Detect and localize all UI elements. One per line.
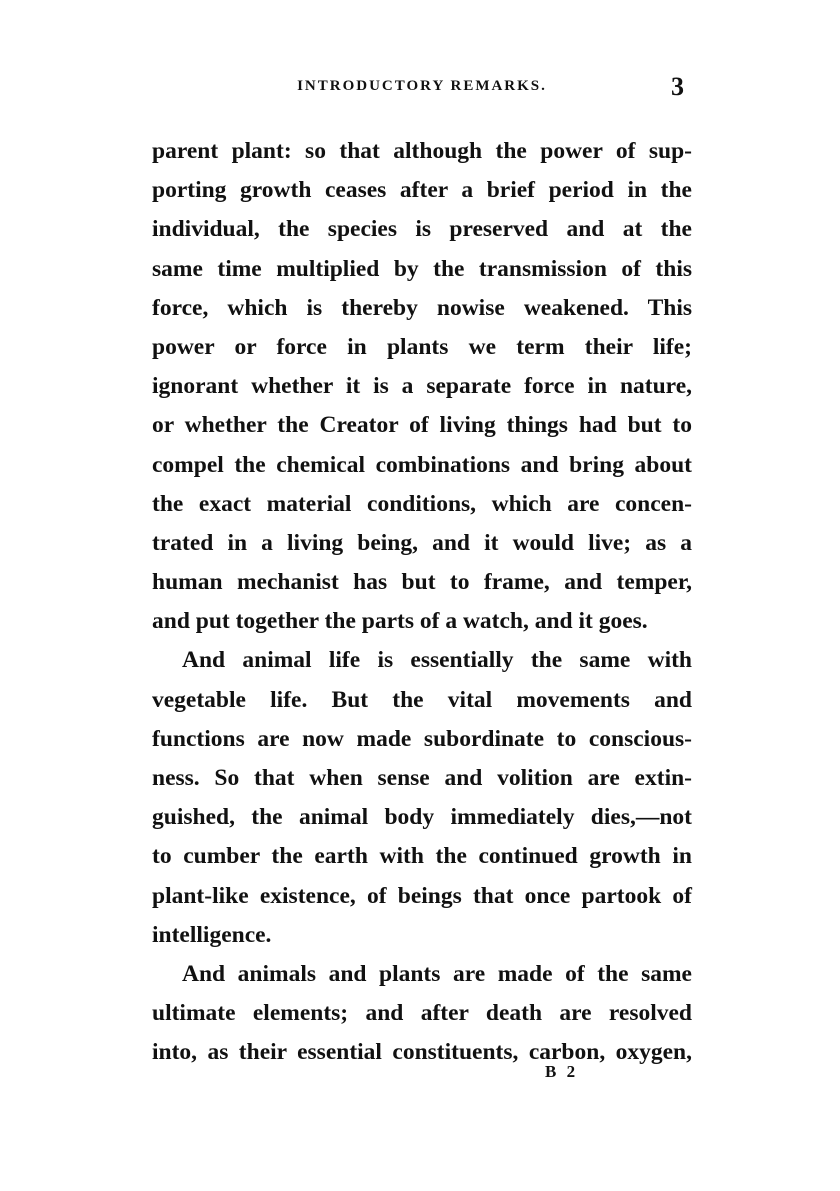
text-line: intelligence. xyxy=(152,921,272,948)
text-line: trated in a living being, and it would live; as a xyxy=(152,529,692,556)
text-line: human mechanist has but to frame, and temper, xyxy=(152,569,692,596)
text-line: And animal life is essentially the same with xyxy=(182,647,692,674)
running-head xyxy=(152,72,692,102)
text-line: individual, the species is preserved and at the xyxy=(152,216,692,243)
text-line: power or force in plants we term their life; xyxy=(152,333,692,360)
text-line: parent plant: so that although the power of sup- xyxy=(152,138,692,164)
text-line: force, which is thereby nowise weakened. This xyxy=(152,294,692,321)
text-line: functions are now made subordinate to conscious- xyxy=(152,725,692,752)
text-line: ultimate elements; and after death are resolved xyxy=(152,1000,692,1027)
text-line: ness. So that when sense and volition are extin- xyxy=(152,765,692,791)
text-line: vegetable life. But the vital movements and xyxy=(152,686,692,713)
text-line: the exact material conditions, which are concen- xyxy=(152,490,692,517)
text-line: compel the chemical combinations and bring about xyxy=(152,451,692,478)
text-line: plant-like existence, of beings that once partook of xyxy=(152,882,692,909)
page-number: 3 xyxy=(671,72,684,101)
text-line: and put together the parts of a watch, and it goes. xyxy=(152,608,648,635)
text-line: to cumber the earth with the continued growth in xyxy=(152,843,692,870)
text-line: ignorant whether it is a separate force in nature, xyxy=(152,373,692,400)
text-line: guished, the animal body immediately dies,—not xyxy=(152,804,692,831)
signature-mark: B 2 xyxy=(545,1062,579,1081)
body-text xyxy=(152,132,692,1073)
text-line: into, as their essential constituents, carbon, oxygen, xyxy=(152,1039,692,1066)
text-line: And animals and plants are made of the same xyxy=(182,960,692,987)
running-title: INTRODUCTORY REMARKS. xyxy=(297,78,547,94)
text-line: or whether the Creator of living things had but to xyxy=(152,412,692,439)
text-line: porting growth ceases after a brief period in the xyxy=(152,177,692,204)
text-line: same time multiplied by the transmission of this xyxy=(152,255,692,282)
